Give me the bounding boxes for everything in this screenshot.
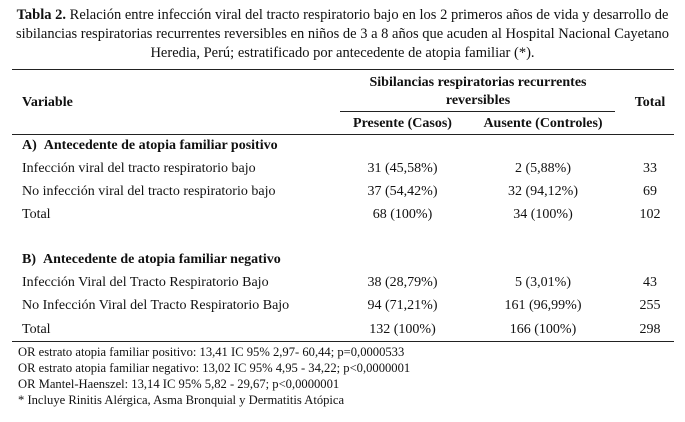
footnote-2: OR estrato atopia familiar negativo: 13,02 IC 95% 4,95 - 34,22; p<0,0000001 <box>18 361 411 375</box>
row-a2-absent: 32 (94,12%) <box>508 184 578 199</box>
row-a3-absent: 34 (100%) <box>513 207 573 222</box>
row-b2-total: 255 <box>639 298 661 313</box>
row-b2-absent: 161 (96,99%) <box>504 298 582 313</box>
header-variable: Variable <box>22 95 73 110</box>
top-rule <box>12 69 674 70</box>
row-b3-label: Total <box>22 322 51 337</box>
row-a1-present: 31 (45,58%) <box>367 161 438 176</box>
row-b1-total: 43 <box>643 275 657 290</box>
table-caption <box>6 6 679 63</box>
row-b2-label: No Infección Viral del Tracto Respiratorio Bajo <box>22 298 290 313</box>
header-present: Presente (Casos) <box>353 116 452 131</box>
row-b3-present: 132 (100%) <box>369 322 436 337</box>
caption-label: Tabla 2. <box>16 7 67 23</box>
caption-text: Relación entre infección viral del tracto respiratorio bajo en los 2 primeros años de vida y desarrollo de sibilancias respiratorias recurrentes reversibles en niños de 3 a 8 años que acuden al Hospital Nacional Cayetano Heredia, Perú; estratificado por antecedente de atopia familiar (*). <box>15 7 670 61</box>
row-b1-present: 38 (28,79%) <box>367 275 438 290</box>
row-b1-absent: 5 (3,01%) <box>515 275 571 290</box>
row-a2-label: No infección viral del tracto respiratorio bajo <box>22 184 276 199</box>
row-b3-total: 298 <box>639 322 661 337</box>
row-a1-total: 33 <box>643 161 657 176</box>
row-b1-label: Infección Viral del Tracto Respiratorio Bajo <box>22 275 269 290</box>
row-a2-total: 69 <box>643 184 657 199</box>
header-absent: Ausente (Controles) <box>483 116 603 131</box>
bottom-rule <box>12 341 674 342</box>
group-rule <box>340 111 615 112</box>
header-group: Sibilancias respiratorias recurrentes reversibles <box>369 75 587 108</box>
footnote-4: * Incluye Rinitis Alérgica, Asma Bronquial y Dermatitis Atópica <box>18 393 345 407</box>
row-b3-absent: 166 (100%) <box>509 322 577 337</box>
section-b-title: B) Antecedente de atopia familiar negativo <box>22 252 281 267</box>
row-a3-present: 68 (100%) <box>372 207 433 222</box>
row-a1-label: Infección viral del tracto respiratorio bajo <box>22 161 256 176</box>
header-rule <box>12 134 674 135</box>
row-b2-present: 94 (71,21%) <box>367 298 438 313</box>
row-a3-total: 102 <box>639 207 661 222</box>
row-a1-absent: 2 (5,88%) <box>515 161 571 176</box>
header-total: Total <box>634 95 666 110</box>
row-a3-label: Total <box>22 207 51 222</box>
footnote-1: OR estrato atopia familiar positivo: 13,41 IC 95% 2,97- 60,44; p=0,0000533 <box>18 345 405 359</box>
section-a-title: A) Antecedente de atopia familiar positivo <box>22 138 278 153</box>
row-a2-present: 37 (54,42%) <box>367 184 438 199</box>
footnote-3: OR Mantel-Haenszel: 13,14 IC 95% 5,82 - 29,67; p<0,0000001 <box>18 377 340 391</box>
